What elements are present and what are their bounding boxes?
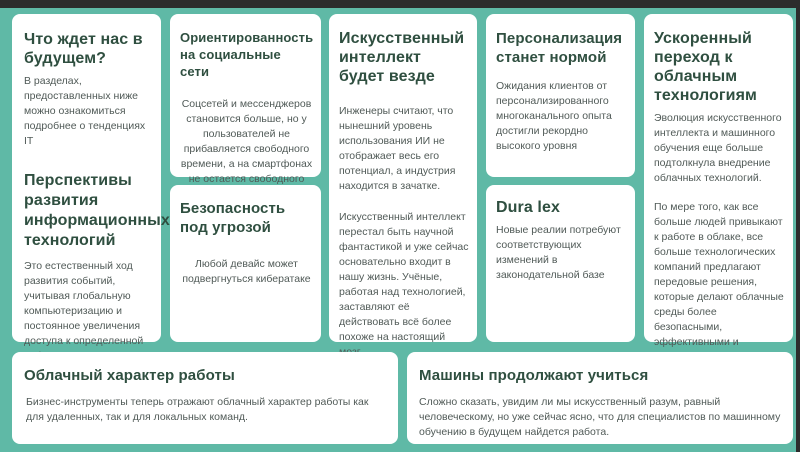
card-security-text: Любой девайс может подвергнуться кибератаке: [182, 258, 311, 285]
card-personal-title: Персонализация станет нормой: [496, 30, 623, 66]
card-cloudfast: [644, 14, 793, 348]
card-cloudfast-text-1: Эволюция искусственного интеллекта и машинного обучения еще больше подтолкнула внедрение облачных технологий.: [654, 112, 782, 184]
card-future-title: Что ждет нас в будущем?: [24, 31, 143, 67]
card-ml: [407, 352, 793, 444]
card-cloudfast-title: Ускоренный переход к облачным технологиям: [654, 30, 757, 104]
card-cloudwork: [12, 352, 398, 444]
card-ml-title: Машины продолжают учиться: [419, 367, 649, 384]
card-duralex-title: Dura lex: [496, 199, 560, 216]
card-ai-title: Искусственный интеллект будет везде: [339, 30, 465, 85]
card-cloudwork-title: Облачный характер работы: [24, 367, 235, 384]
card-security: [170, 185, 321, 342]
card-ai-text-1: Инженеры считают, что нынешний уровень использования ИИ не отображает весь его потенциал, а индустрия находится в зачатке.: [339, 105, 456, 192]
card-social-text: Соцсетей и мессенджеров становится больше, но у пользователей не прибавляется свободного времени, а на смартфонах не остается свободного: [180, 98, 313, 185]
card-security-title: Безопасность под угрозой: [180, 200, 286, 236]
card-future-subtext: Это естественный ход развития событий, учитывая глобальную компьютеризацию и постоянное увеличения доступа к определенной: [24, 260, 144, 347]
card-social: [170, 14, 321, 185]
card-ml-text: Сложно сказать, увидим ли мы искусственный разум, равный человеческому, но уже сейчас ясно, что для специалистов по машинному обучению в будущем найдется работа.: [419, 396, 781, 438]
top-edge-band: [0, 0, 800, 8]
card-future-subtitle: Перспективы развития информационных технологий: [24, 172, 170, 249]
card-future-text: В разделах, предоставленных ниже можно ознакомиться подробнее о тенденциях IT: [24, 75, 146, 147]
card-ai: [329, 14, 477, 342]
card-ai-text-2: Искусственный интеллект перестал быть научной фантастикой и уже сейчас основательно входит в нашу жизнь. Учёные, работая над технологией, заставляют её действовать всё более похоже на настоящий: [339, 211, 469, 343]
right-edge-band: [796, 0, 800, 452]
card-future: [12, 14, 170, 347]
card-cloudwork-text: Бизнес-инструменты теперь отражают облачный характер работы как для удаленных, так и для локальных команд.: [26, 396, 369, 423]
card-personal-text: Ожидания клиентов от персонализированного многоканального опыта достигли рекордно высокого уровня: [496, 80, 612, 152]
card-duralex: [486, 185, 635, 342]
card-cloudfast-text-2: По мере того, как все больше людей привыкают к работе в облаке, все больше технологических компаний предлагают передовые решения, которые делают облачные среды более безопасными, эффективными и: [654, 201, 784, 348]
card-personal: [486, 14, 635, 177]
card-social-title: Ориентированность на социальные сети: [180, 30, 314, 79]
card-duralex-text: Новые реалии потребуют соответствующих изменений в законодательной базе: [496, 224, 621, 281]
